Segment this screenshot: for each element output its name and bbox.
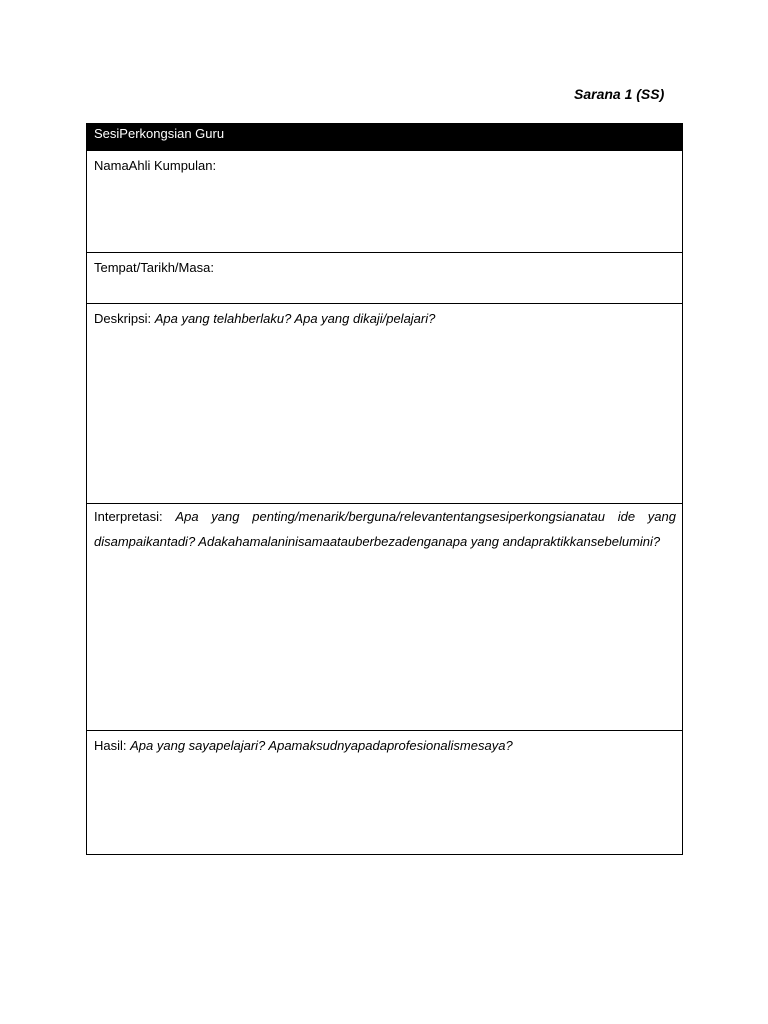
- field-label: Deskripsi:: [94, 311, 152, 326]
- field-label: Hasil:: [94, 738, 127, 753]
- place-date-time-field[interactable]: [87, 252, 682, 303]
- field-label: Interpretasi:: [94, 509, 163, 524]
- document-label: Sarana 1 (SS): [574, 86, 665, 102]
- reflection-form: [86, 123, 683, 855]
- field-prompt: Apa yang penting/menarik/berguna/relevantentangsesiperkongsianatau ide yang disampaikantadi? Adakahamalaninisamaatauberbezadenganapa yang andapraktikkansebelumini?: [94, 509, 676, 549]
- field-label: NamaAhli Kumpulan:: [94, 158, 217, 173]
- outcome-field[interactable]: [87, 730, 682, 854]
- field-prompt: Apa yang telahberlaku? Apa yang dikaji/pelajari?: [154, 311, 436, 326]
- form-header: SesiPerkongsian Guru: [87, 124, 682, 150]
- field-label: Tempat/Tarikh/Masa:: [94, 260, 214, 275]
- description-field[interactable]: [87, 303, 682, 503]
- field-prompt: Apa yang sayapelajari? Apamaksudnyapadaprofesionalismesaya?: [130, 738, 513, 753]
- interpretation-field[interactable]: [87, 503, 682, 730]
- group-members-field[interactable]: [87, 150, 682, 252]
